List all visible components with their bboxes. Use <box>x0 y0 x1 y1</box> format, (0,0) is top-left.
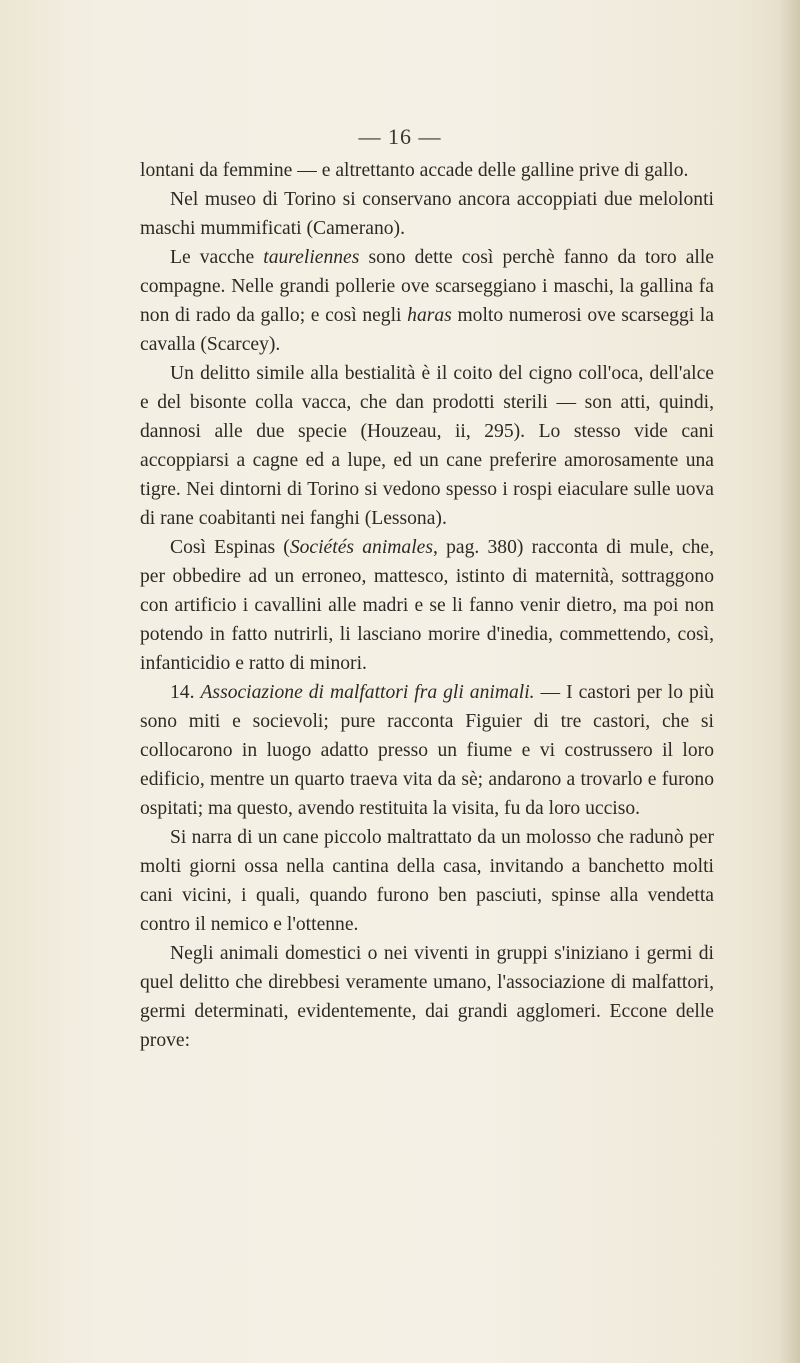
page-number: — 16 — <box>358 124 442 149</box>
paragraph: Negli animali domestici o nei viventi in gruppi s'iniziano i germi di quel delitto che direbbesi veramente umano, l'associazione di malfattori, germi determinati, evidentemente, dai grandi agglomeri. Eccone delle prove: <box>140 943 714 1051</box>
paragraph: lontani da femmine — e altrettanto accade delle galline prive di gallo. <box>140 160 689 181</box>
paragraph: Le vacche taureliennes sono dette così perchè fanno da toro alle compagne. Nelle grandi pollerie ove scarseggiano i maschi, la gallina fa non di rado da gallo; e così negli haras molto numerosi ove scarseggi la cavalla (Scarcey). <box>140 247 714 355</box>
section-paragraph: 14. Associazione di malfattori fra gli animali. — I castori per lo più sono miti e socievoli; pure racconta Figuier di tre castori, che si collocarono in luogo adatto presso un fiume e vi costrussero il loro edificio, mentre un quarto traeva vita da sè; andarono a trovarlo e furono ospitati; ma questo, avendo restituita la visita, fu da loro ucciso. <box>140 682 714 819</box>
paragraph: Un delitto simile alla bestialità è il coito del cigno coll'oca, dell'alce e del bisonte colla vacca, che dan prodotti sterili — son atti, quindi, dannosi alle due specie (Houzeau, ii, 295). Lo stesso vide cani accoppiarsi a cagne ed a lupe, ed un cane preferire amorosamente una tigre. Nei dintorni di Torino si vedono spesso i rospi eiaculare sulle uova di rane coabitanti nei fanghi (Lessona). <box>140 363 714 529</box>
section-title: Associazione di malfattori fra gli animali. <box>200 682 535 703</box>
paragraph: Si narra di un cane piccolo maltrattato da un molosso che radunò per molti giorni ossa nella cantina della casa, invitando a banchetto molti cani vicini, i quali, quando furono ben pasciuti, spinse alla vendetta contro il nemico e l'ottenne. <box>140 827 714 935</box>
paragraph: Così Espinas (Sociétés animales, pag. 380) racconta di mule, che, per obbedire ad un erroneo, mattesco, istinto di maternità, sottraggono con artificio i cavallini alle madri e se li fanno venir dietro, ma poi non potendo in fatto nutrirli, li lasciano morire d'inedia, commettendo, così, infanticidio e ratto di minori. <box>140 537 714 674</box>
paragraph: Nel museo di Torino si conservano ancora accoppiati due melolonti maschi mummificati (Camerano). <box>140 189 714 239</box>
page-edge-shadow <box>778 0 800 1363</box>
body-text <box>140 156 714 1055</box>
